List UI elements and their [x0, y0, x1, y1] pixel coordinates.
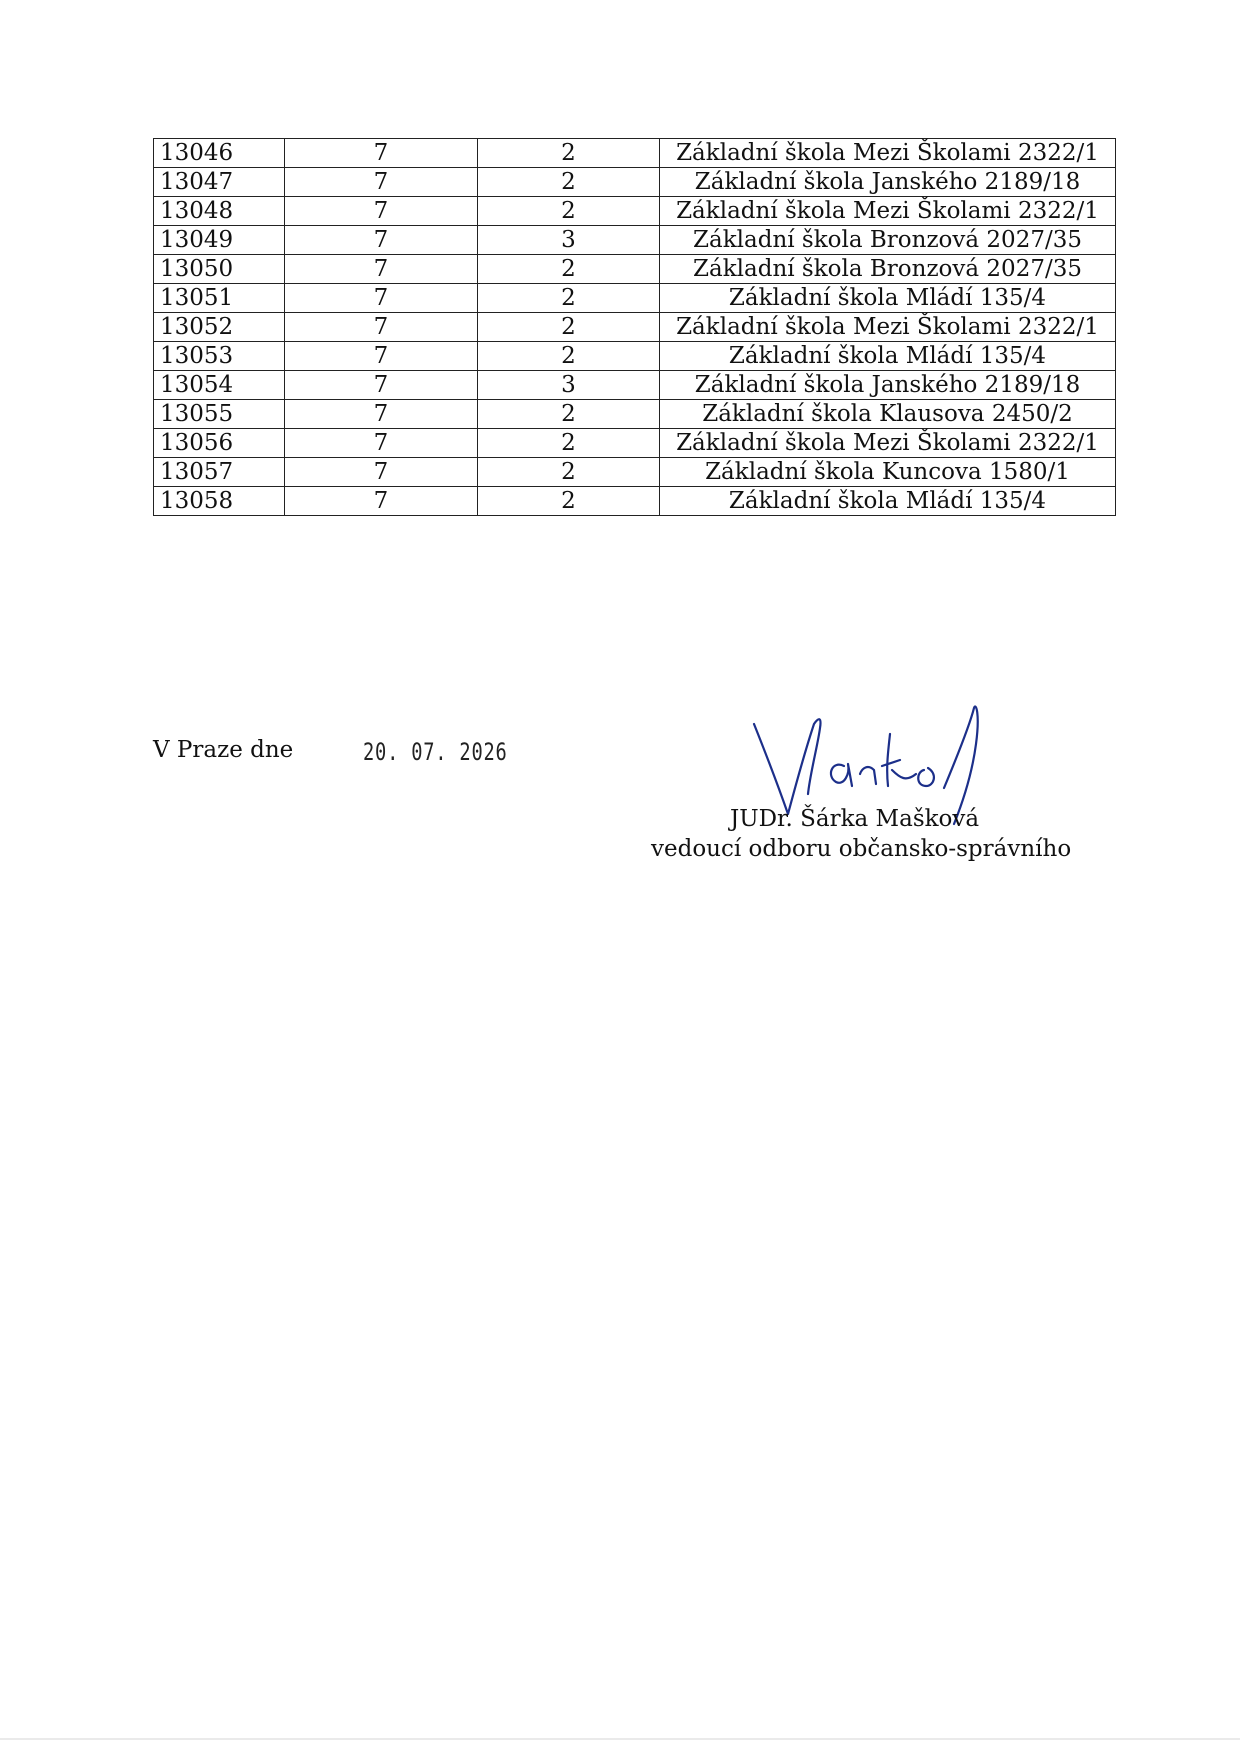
row-id-cell: 13048	[154, 197, 285, 226]
school-name-cell: Základní škola Mládí 135/4	[660, 284, 1116, 313]
place-date-label: V Praze dne	[153, 737, 294, 763]
scan-edge-line	[0, 1738, 1240, 1740]
column-a-cell: 7	[285, 487, 478, 516]
row-id-cell: 13047	[154, 168, 285, 197]
column-a-cell: 7	[285, 284, 478, 313]
column-b-cell: 2	[478, 313, 660, 342]
row-id-cell: 13053	[154, 342, 285, 371]
column-b-cell: 2	[478, 168, 660, 197]
table-row	[154, 458, 1116, 487]
row-id-cell: 13057	[154, 458, 285, 487]
column-a-cell: 7	[285, 168, 478, 197]
date-stamp: 20. 07. 2026	[363, 738, 508, 766]
school-name-cell: Základní škola Mezi Školami 2322/1	[660, 313, 1116, 342]
column-b-cell: 2	[478, 197, 660, 226]
school-name-cell: Základní škola Mezi Školami 2322/1	[660, 197, 1116, 226]
table-row	[154, 284, 1116, 313]
school-name-cell: Základní škola Kuncova 1580/1	[660, 458, 1116, 487]
school-name-cell: Základní škola Mezi Školami 2322/1	[660, 429, 1116, 458]
column-b-cell: 2	[478, 400, 660, 429]
table-row	[154, 255, 1116, 284]
column-a-cell: 7	[285, 139, 478, 168]
column-b-cell: 2	[478, 342, 660, 371]
column-a-cell: 7	[285, 313, 478, 342]
row-id-cell: 13046	[154, 139, 285, 168]
column-a-cell: 7	[285, 429, 478, 458]
column-b-cell: 3	[478, 371, 660, 400]
table-row	[154, 400, 1116, 429]
row-id-cell: 13054	[154, 371, 285, 400]
column-a-cell: 7	[285, 371, 478, 400]
row-id-cell: 13051	[154, 284, 285, 313]
table-row	[154, 168, 1116, 197]
register-table-body	[154, 139, 1116, 516]
column-a-cell: 7	[285, 226, 478, 255]
column-b-cell: 2	[478, 429, 660, 458]
table-row	[154, 429, 1116, 458]
signatory-name: JUDr. Šárka Mašková	[730, 806, 980, 832]
column-b-cell: 2	[478, 458, 660, 487]
column-b-cell: 2	[478, 284, 660, 313]
column-a-cell: 7	[285, 255, 478, 284]
signatory-role: vedoucí odboru občansko-správního	[651, 836, 1072, 862]
school-name-cell: Základní škola Mládí 135/4	[660, 487, 1116, 516]
table-row	[154, 197, 1116, 226]
school-name-cell: Základní škola Klausova 2450/2	[660, 400, 1116, 429]
school-name-cell: Základní škola Janského 2189/18	[660, 168, 1116, 197]
row-id-cell: 13050	[154, 255, 285, 284]
table-row	[154, 313, 1116, 342]
column-a-cell: 7	[285, 400, 478, 429]
table-row	[154, 342, 1116, 371]
row-id-cell: 13055	[154, 400, 285, 429]
column-a-cell: 7	[285, 458, 478, 487]
table-row	[154, 487, 1116, 516]
table-row	[154, 139, 1116, 168]
row-id-cell: 13056	[154, 429, 285, 458]
school-name-cell: Základní škola Mezi Školami 2322/1	[660, 139, 1116, 168]
column-b-cell: 2	[478, 487, 660, 516]
column-a-cell: 7	[285, 342, 478, 371]
register-table	[153, 138, 1116, 516]
school-name-cell: Základní škola Mládí 135/4	[660, 342, 1116, 371]
column-b-cell: 2	[478, 139, 660, 168]
school-name-cell: Základní škola Bronzová 2027/35	[660, 226, 1116, 255]
table-row	[154, 371, 1116, 400]
row-id-cell: 13052	[154, 313, 285, 342]
school-name-cell: Základní škola Janského 2189/18	[660, 371, 1116, 400]
column-a-cell: 7	[285, 197, 478, 226]
row-id-cell: 13058	[154, 487, 285, 516]
column-b-cell: 2	[478, 255, 660, 284]
column-b-cell: 3	[478, 226, 660, 255]
school-name-cell: Základní škola Bronzová 2027/35	[660, 255, 1116, 284]
row-id-cell: 13049	[154, 226, 285, 255]
table-row	[154, 226, 1116, 255]
